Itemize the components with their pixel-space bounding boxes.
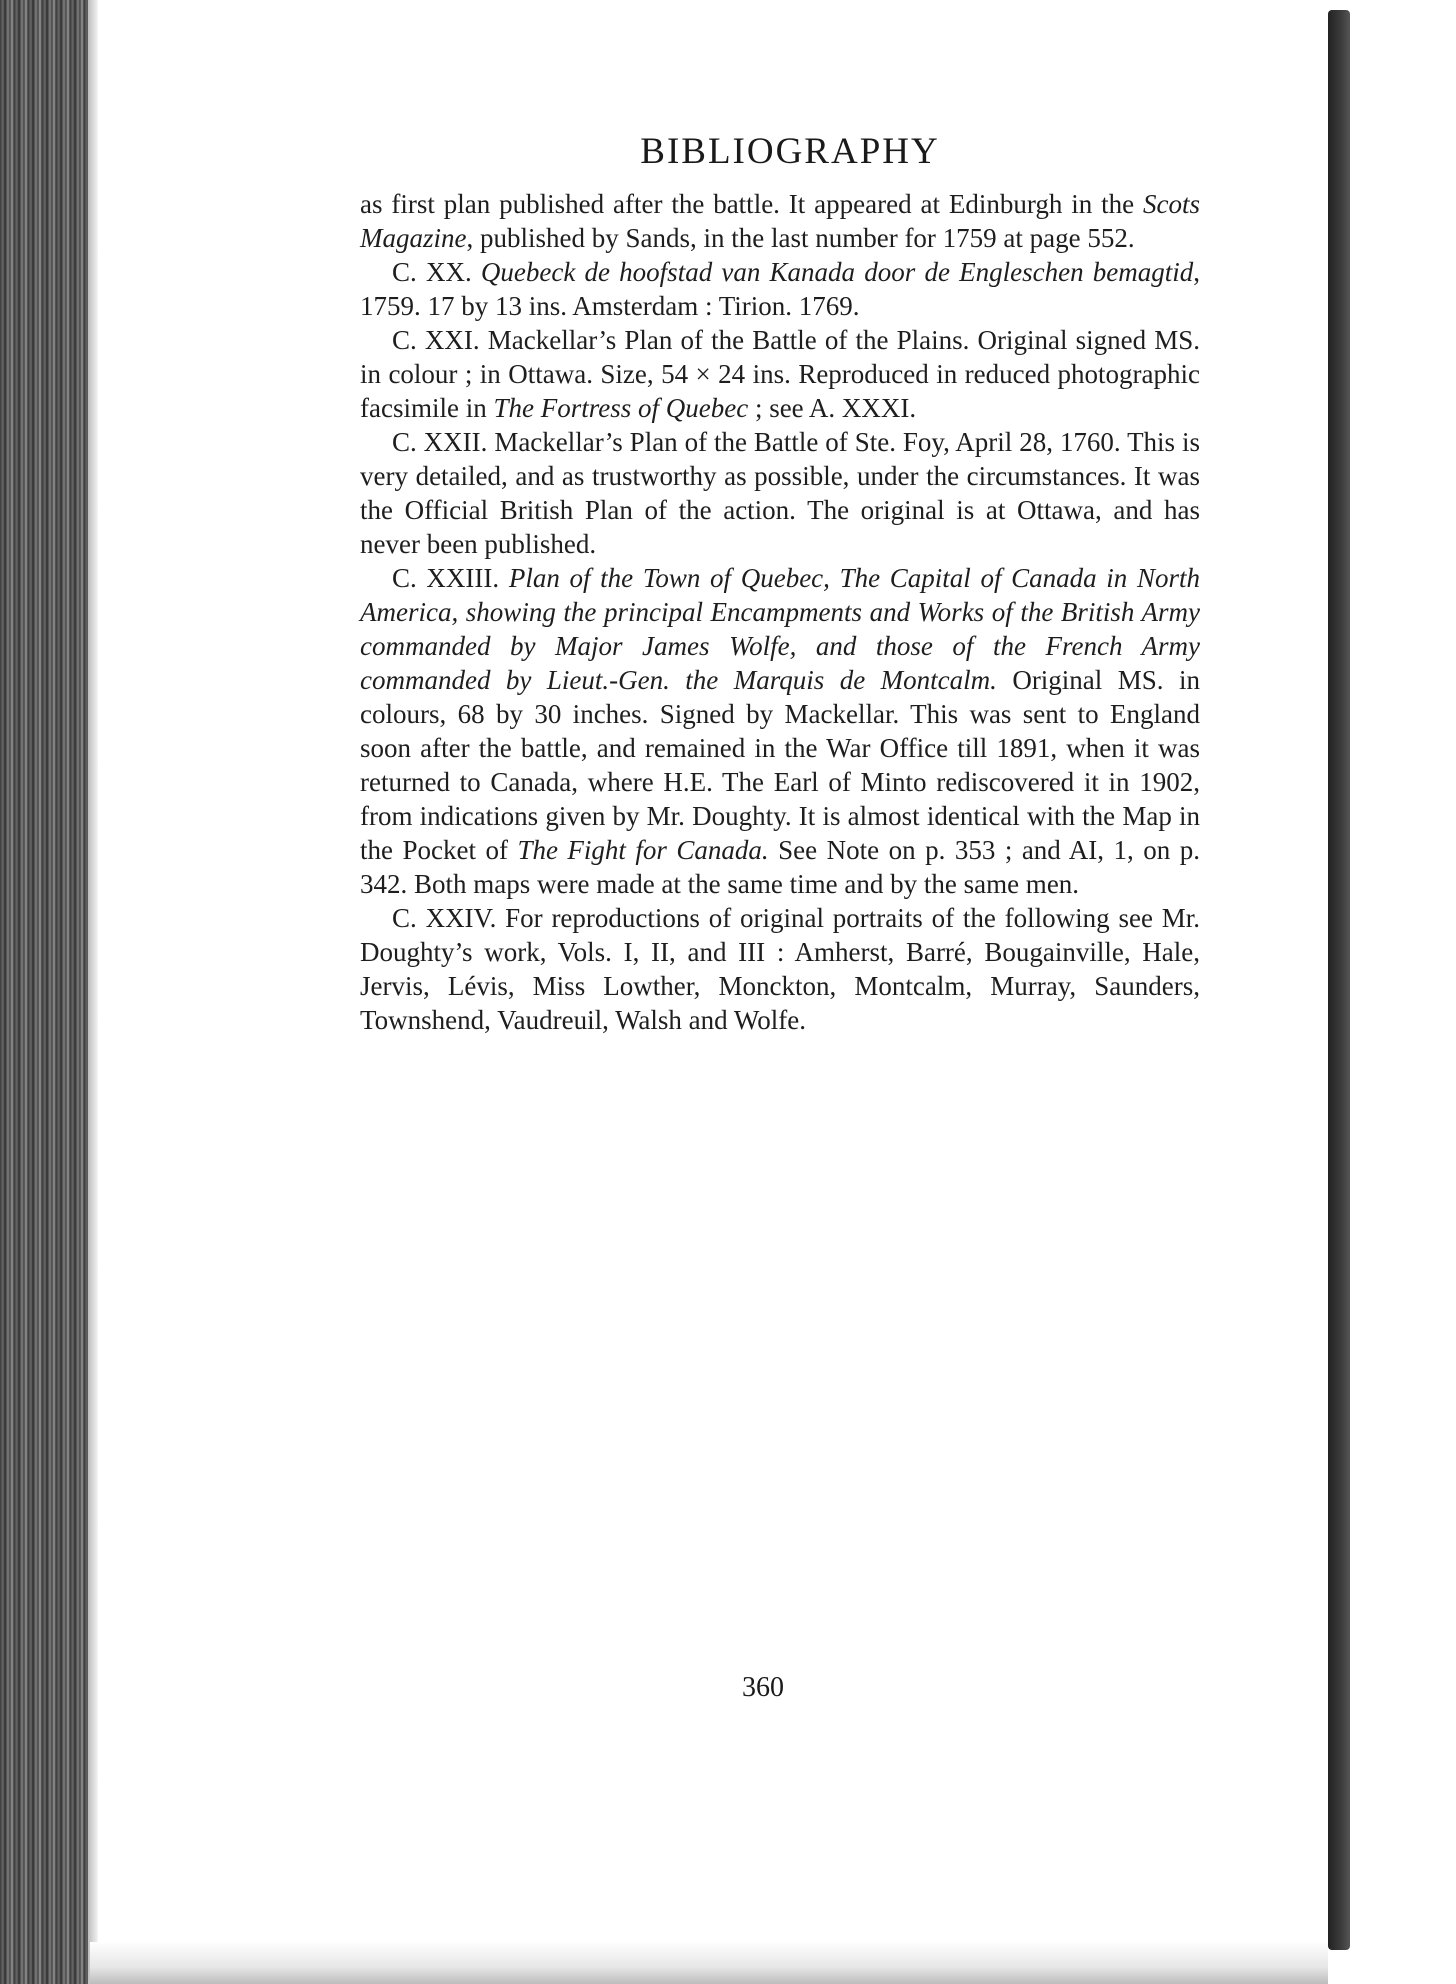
- entry-c-xx: [360, 255, 1200, 323]
- entry-continuation: [360, 187, 1200, 255]
- entry-c-xxii: [360, 425, 1200, 561]
- text-run: ; see A. XXXI.: [748, 393, 917, 423]
- page-bottom-shadow: [90, 1942, 1328, 1984]
- bibliography-text: [360, 187, 1200, 1037]
- entry-c-xxi: [360, 323, 1200, 425]
- text-run: C. XXIII.: [392, 563, 509, 593]
- italic-title-run: Plan of the Town of Quebec, The Capital of Canada in North America, showing the principal Encampments and Works of the British Army commanded by Major James Wolfe, and those of the French Army commanded by Lieut.-Gen. the Marquis de Montcalm.: [360, 563, 1200, 695]
- book-edge-left: [0, 0, 88, 1984]
- book-page: [360, 130, 1200, 1037]
- text-run: C. XXI. Mackellar’s Plan of the Battle of the Plains. Original signed MS. in colour ; in Ottawa. Size, 54 × 24 ins. Reproduced in reduced photographic facsimile in: [360, 325, 1200, 423]
- page-number: 360: [742, 1672, 784, 1703]
- text-run: C. XX.: [392, 257, 481, 287]
- text-run: C. XXII. Mackellar’s Plan of the Battle of Ste. Foy, April 28, 1760. This is very detailed, and as trustworthy as possible, under the circumstances. It was the Official British Plan of the action. The original is at Ottawa, and has never been published.: [360, 427, 1200, 559]
- text-run: C. XXIV. For reproductions of original portraits of the following see Mr. Doughty’s work, Vols. I, II, and III : Amherst, Barré, Bougainville, Hale, Jervis, Lévis, Miss Lowther, Monckton, Montcalm, Murray, Saunders, Townshend, Vaudreuil, Walsh and Wolfe.: [360, 903, 1200, 1035]
- text-run: , published by Sands, in the last number for 1759 at page 552.: [466, 223, 1135, 253]
- entry-c-xxiii: [360, 561, 1200, 901]
- italic-title-run: Quebeck de hoofstad van Kanada door de Engleschen bemagtid: [480, 257, 1194, 287]
- text-run: as first plan published after the battle. It appeared at Edinburgh in the: [360, 189, 1143, 219]
- entry-c-xxiv: [360, 901, 1200, 1037]
- italic-title-run: The Fight for Canada.: [517, 835, 769, 865]
- text-run: , 1759. 17 by 13 ins. Amsterdam : Tirion. 1769.: [360, 257, 1200, 321]
- running-head: BIBLIOGRAPHY: [640, 131, 940, 172]
- facing-page-spine: [1328, 10, 1350, 1950]
- book-edge-right: [1328, 0, 1456, 1984]
- italic-title-run: The Fortress of Quebec: [493, 393, 749, 423]
- text-run: See Note on p. 353 ; and AI, 1, on p. 342. Both maps were made at the same time and by the same men.: [360, 835, 1201, 899]
- italic-title-run: Scots Magazine: [360, 189, 1200, 253]
- text-run: Original MS. in colours, 68 by 30 inches. Signed by Mackellar. This was sent to England soon after the battle, and remained in the War Office till 1891, when it was returned to Canada, where H.E. The Earl of Minto rediscovered it in 1902, from indications given by Mr. Doughty. It is almost identical with the Map in the Pocket of: [360, 665, 1200, 865]
